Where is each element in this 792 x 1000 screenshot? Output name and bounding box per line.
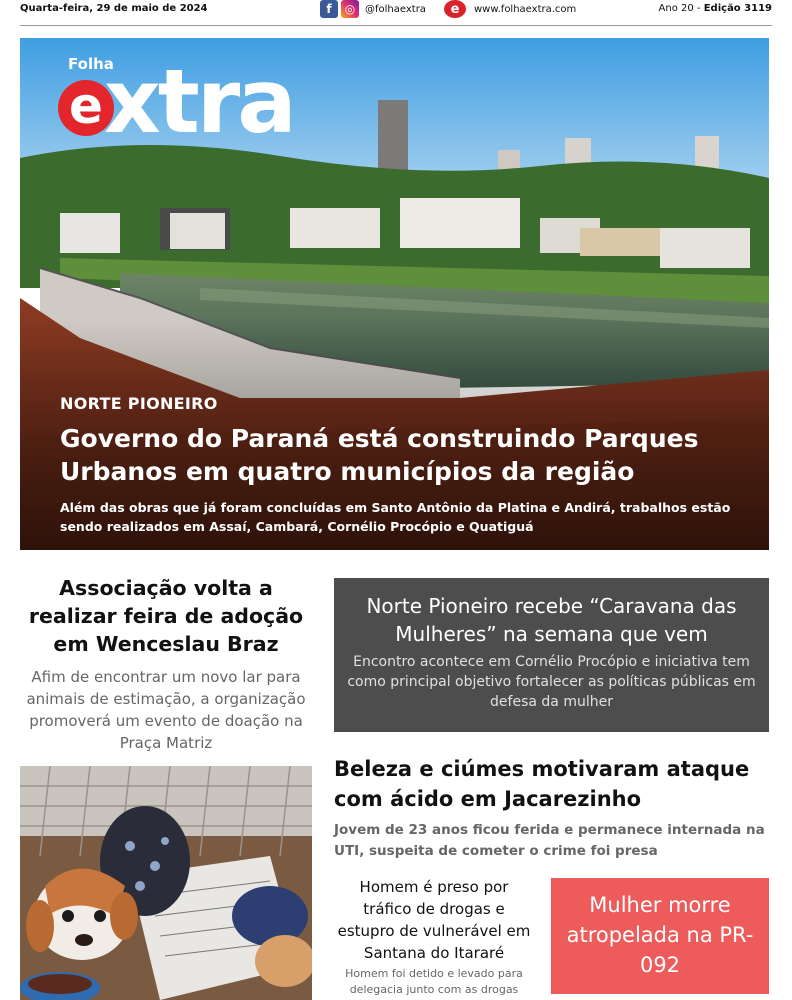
issue-date: Quarta-feira, 29 de maio de 2024: [20, 3, 208, 14]
masthead-xtra: xtra: [104, 50, 294, 153]
top-divider: [20, 25, 772, 26]
adocao-headline[interactable]: Associação volta a realizar feira de adoção em Wenceslau Braz: [28, 576, 304, 656]
acido-subheadline: Jovem de 23 anos ficou ferida e permanece internada na UTI, suspeita de cometer o crime foi presa: [334, 822, 765, 859]
edition-info: [659, 3, 772, 14]
caravana-subheadline: Encontro acontece em Cornélio Procópio e iniciativa tem como principal objetivo fortalecer as políticas públicas em defesa da mulher: [347, 654, 756, 710]
social-handle[interactable]: @folhaextra: [365, 3, 426, 15]
site-url[interactable]: www.folhaextra.com: [474, 3, 577, 15]
hero-headline[interactable]: Governo do Paraná está construindo Parques Urbanos em quatro municípios da região: [60, 424, 699, 486]
top-bar: [20, 0, 772, 24]
site-link: [444, 0, 576, 18]
caravana-story[interactable]: [334, 578, 769, 732]
social-links: [320, 0, 426, 18]
atropelada-headline[interactable]: Mulher morre atropelada na PR-092: [566, 893, 754, 977]
hero-story[interactable]: [20, 38, 769, 550]
preso-subheadline: Homem foi detido e levado para delegacia junto com as drogas: [345, 967, 523, 996]
edition-year: Ano 20 -: [658, 3, 704, 14]
caravana-headline[interactable]: Norte Pioneiro recebe “Caravana das Mulheres” na semana que vem: [366, 594, 737, 646]
hero-subheadline: Além das obras que já foram concluídas em Santo Antônio da Platina e Andirá, trabalhos estão sendo realizados em Assaí, Cambará, Cornélio Procópio e Quatiguá: [60, 500, 731, 534]
edition-number: Edição 3119: [703, 3, 772, 14]
instagram-icon[interactable]: ◎: [341, 0, 359, 18]
facebook-icon[interactable]: f: [320, 0, 338, 18]
acido-headline[interactable]: Beleza e ciúmes motivaram ataque com ácido em Jacarezinho: [334, 757, 750, 811]
adocao-subheadline: Afim de encontrar um novo lar para animais de estimação, a organização promoverá um evento de doação na Praça Matriz: [26, 668, 306, 752]
dogs-in-cage-image: [20, 766, 312, 1000]
masthead-folha: Folha: [68, 55, 114, 73]
adocao-photo[interactable]: [20, 766, 312, 1000]
folha-extra-logo-icon: e: [444, 0, 466, 18]
hero-kicker: NORTE PIONEIRO: [60, 394, 218, 413]
atropelada-story[interactable]: [551, 878, 769, 994]
masthead-e-circle: e: [58, 80, 114, 136]
preso-headline[interactable]: Homem é preso por tráfico de drogas e estupro de vulnerável em Santana do Itararé: [337, 878, 531, 962]
